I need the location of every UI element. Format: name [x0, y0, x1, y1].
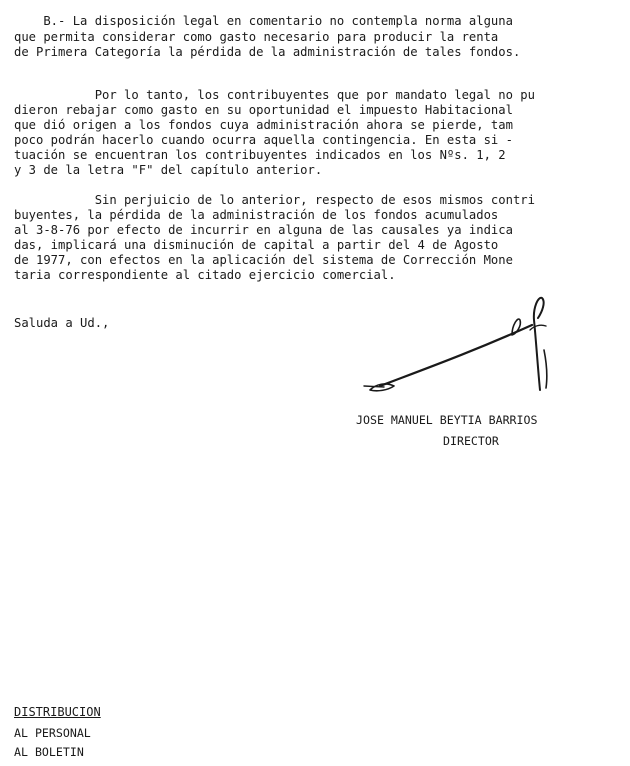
paragraph-2-line-5: tuación se encuentran los contribuyentes indicados en los Nºs. 1, 2	[14, 148, 506, 162]
paragraph-3-line-3: al 3-8-76 por efecto de incurrir en alguna de las causales ya indica	[14, 223, 513, 237]
paragraph-3-line-1: Sin perjuicio de lo anterior, respecto de esos mismos contri	[14, 193, 535, 207]
paragraph-2-line-4: poco podrán hacerlo cuando ocurra aquella contingencia. En esta si -	[14, 133, 513, 147]
paragraph-3-line-5: de 1977, con efectos en la aplicación del sistema de Corrección Mone	[14, 253, 513, 267]
paragraph-2-line-2: dieron rebajar como gasto en su oportunidad el impuesto Habitacional	[14, 103, 513, 117]
handwritten-signature	[362, 290, 562, 400]
distribution-item-personal: AL PERSONAL	[14, 726, 91, 740]
paragraph-b-line-3: de Primera Categoría la pérdida de la administración de tales fondos.	[14, 45, 521, 59]
distribution-heading: DISTRIBUCION	[14, 705, 101, 719]
closing-salutation: Saluda a Ud.,	[14, 316, 110, 330]
paragraph-2-line-3: que dió origen a los fondos cuya administración ahora se pierde, tam	[14, 118, 513, 132]
signatory-title: DIRECTOR	[443, 434, 499, 448]
paragraph-3-line-6: taria correspondiente al citado ejercicio comercial.	[14, 268, 396, 282]
signatory-name: JOSE MANUEL BEYTIA BARRIOS	[356, 413, 538, 427]
paragraph-2-line-1: Por lo tanto, los contribuyentes que por mandato legal no pu	[14, 88, 535, 102]
distribution-item-boletin: AL BOLETIN	[14, 745, 84, 759]
paragraph-b-line-2: que permita considerar como gasto necesario para producir la renta	[14, 30, 499, 44]
paragraph-3-line-4: das, implicará una disminución de capital a partir del 4 de Agosto	[14, 238, 499, 252]
paragraph-3-line-2: buyentes, la pérdida de la administración de los fondos acumulados	[14, 208, 499, 222]
paragraph-b-line-1: B.- La disposición legal en comentario no contempla norma alguna	[14, 14, 513, 28]
paragraph-2-line-6: y 3 de la letra "F" del capítulo anterior.	[14, 163, 323, 177]
